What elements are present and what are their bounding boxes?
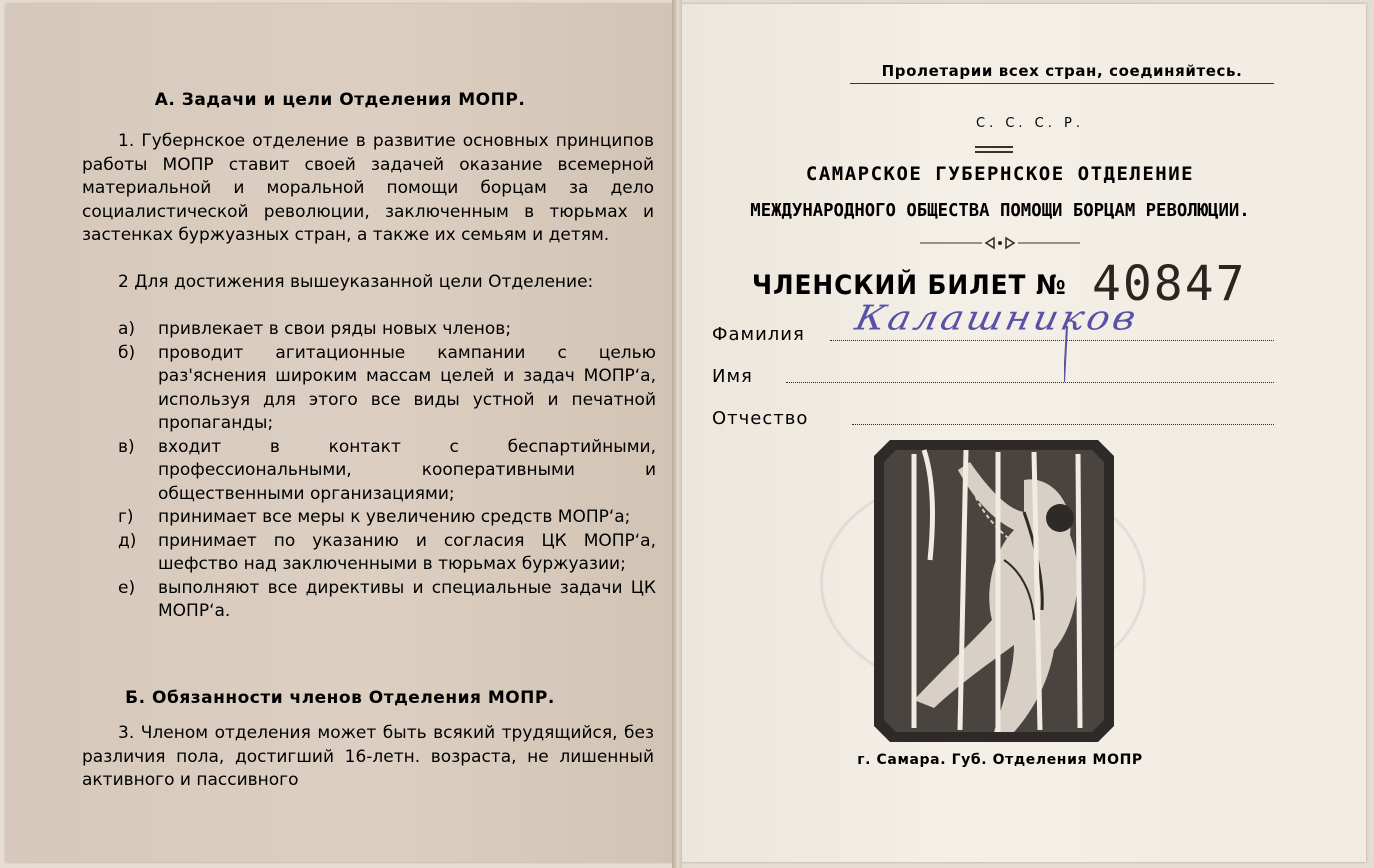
ticket-number: 40847	[1092, 256, 1247, 312]
list-item	[118, 318, 656, 342]
list-marker: а)	[118, 319, 136, 339]
surname-handwritten: Калашников	[851, 298, 1143, 338]
paragraph-1: 1. Губернское отделение в развитие основных принципов работы МОПР ставит своей задачей оказание всемерной материальной и моральной помощи борцам за дело социалистической революции, заключенным в тюрьмах и застенках буржуазных стран, а также их семьям и детям.	[82, 131, 654, 245]
divider	[975, 151, 1013, 153]
list-item	[118, 342, 656, 436]
pen-stroke	[1064, 326, 1068, 382]
list-marker: г)	[118, 507, 134, 527]
country-label: С. С. С. Р.	[976, 116, 1084, 131]
list-item	[118, 436, 656, 507]
paragraph-2: 2 Для достижения вышеуказанной цели Отделение:	[118, 272, 594, 292]
patronymic-label: Отчество	[712, 408, 809, 429]
list-marker: д)	[118, 530, 137, 551]
name-line	[786, 382, 1274, 383]
book-fold	[672, 0, 682, 868]
list-marker: б)	[118, 342, 136, 363]
prisoner-illustration	[874, 440, 1114, 742]
name-label: Имя	[712, 366, 753, 387]
surname-label: Фамилия	[712, 324, 805, 345]
list-item	[118, 577, 656, 624]
patronymic-line	[852, 424, 1274, 425]
list-marker: в)	[118, 436, 135, 457]
list-marker: е)	[118, 577, 136, 598]
print-caption: г. Самара. Губ. Отделения МОПР	[857, 752, 1143, 768]
list-text: принимает по указанию и согласия ЦК МОПР‘а, шефство над заключенными в тюрьмах буржуазии;	[158, 530, 656, 574]
list-text: проводит агитационные кампании с целью раз'яснения широким массам целей и задач МОПР‘а, используя для этого все виды устной и печатной пропаганды;	[158, 342, 656, 433]
org-name-line1: САМАРСКОЕ ГУБЕРНСКОЕ ОТДЕЛЕНИЕ	[805, 163, 1195, 185]
ticket-label: ЧЛЕНСКИЙ БИЛЕТ №	[752, 270, 1067, 301]
list-text: входит в контакт с беспартийными, профессиональными, кооперативными и общественными организациями;	[158, 436, 656, 504]
list-text: выполняют все директивы и специальные задачи ЦК МОПР‘а.	[158, 577, 656, 621]
list-item	[118, 506, 656, 530]
list-text: привлекает в свои ряды новых членов;	[158, 319, 512, 339]
list-text: принимает все меры к увеличению средств МОПР‘а;	[158, 507, 631, 527]
list-item	[118, 530, 656, 577]
ornament-divider	[920, 236, 1080, 250]
paragraph-3: 3. Членом отделения может быть всякий трудящийся, без различия пола, достигший 16-летн. возраста, не лишенный активного и пассивного	[82, 723, 654, 790]
heading-b: Б. Обязанности членов Отделения МОПР.	[125, 688, 555, 708]
motto: Пролетарии всех стран, соединяйтесь.	[850, 62, 1274, 84]
heading-a: А. Задачи и цели Отделения МОПР.	[154, 90, 526, 110]
divider	[975, 146, 1013, 148]
org-name-line2: МЕЖДУНАРОДНОГО ОБЩЕСТВА ПОМОЩИ БОРЦАМ РЕВОЛЮЦИИ.	[750, 200, 1250, 221]
surname-line	[830, 340, 1274, 341]
tasks-list	[118, 318, 656, 624]
